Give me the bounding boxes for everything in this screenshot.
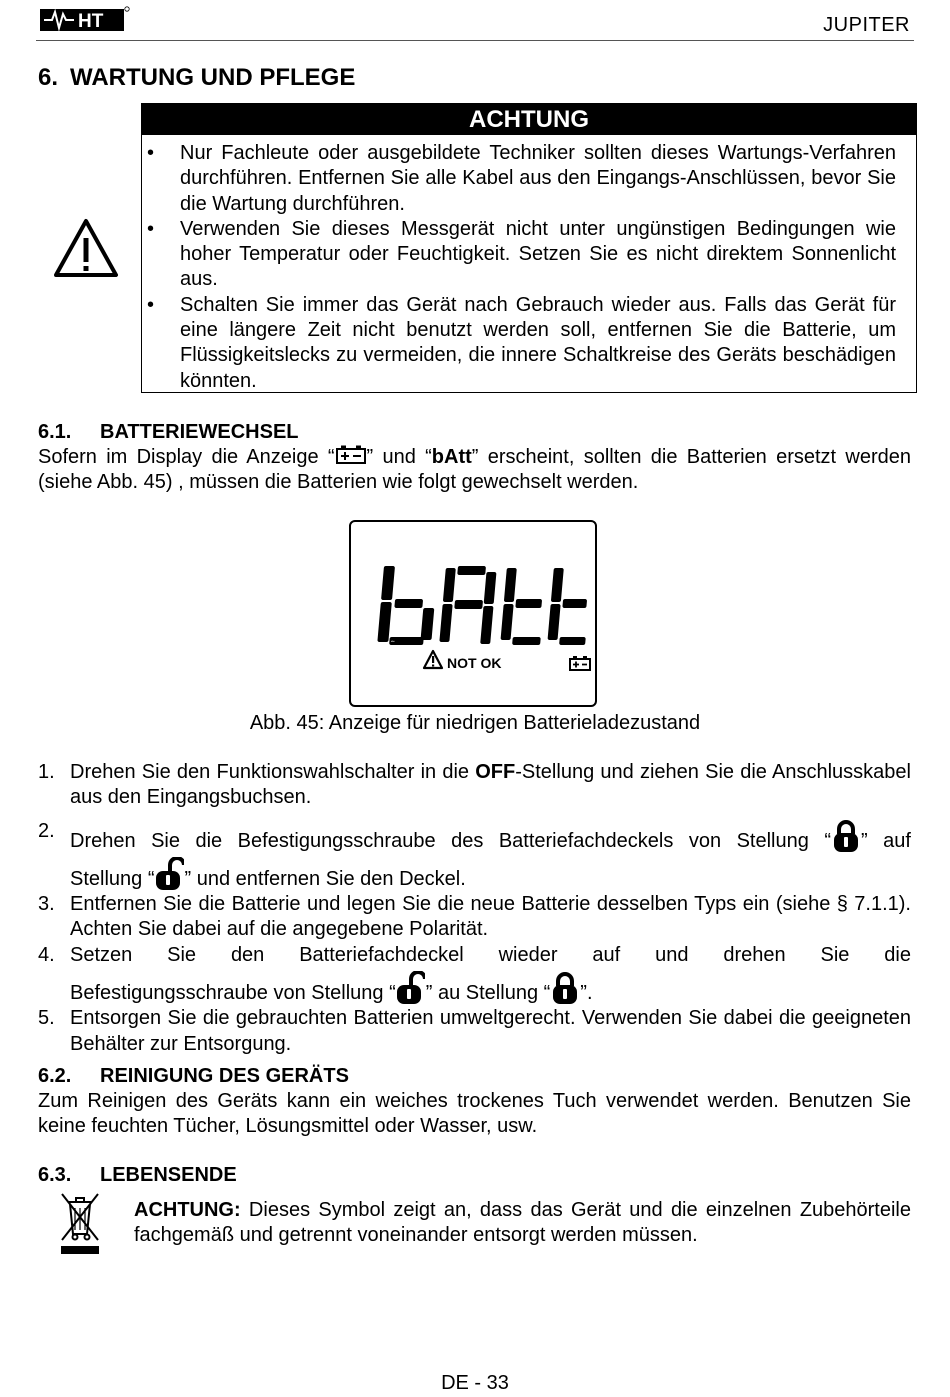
header-divider	[36, 40, 914, 41]
lock-open-icon	[397, 971, 425, 1005]
list-item: 3. Entfernen Sie die Batterie und legen Sie die neue Batterie desselben Typs ein (siehe § 7.1.1). Achten Sie dabei auf die angegebene Polarität.	[38, 893, 911, 941]
list-item: 5. Entsorgen Sie die gebrauchten Batterien umweltgerecht. Verwenden Sie dabei die geeigneten Behälter zur Entsorgung.	[38, 1007, 911, 1055]
section-number: 6.1.	[38, 421, 72, 443]
lcd-display-graphic	[351, 522, 595, 705]
warning-heading: ACHTUNG	[142, 104, 916, 135]
section-title: WARTUNG UND PFLEGE	[70, 64, 356, 91]
list-item: 1. Drehen Sie den Funktionswahlschalter in die OFF-Stellung und ziehen Sie die Anschlusskabel aus den Eingangsbuchsen.	[38, 761, 911, 809]
logo-text: HT	[78, 11, 104, 32]
lock-open-icon	[156, 857, 184, 891]
list-item: 4. Setzen Sie den Batteriefachdeckel wieder auf und drehen Sie die Befestigungsschraube von Stellung “ ” au Stellung “ ”.	[38, 943, 911, 1005]
lcd-display-figure	[349, 520, 597, 707]
warning-item: • Schalten Sie immer das Gerät nach Gebrauch wieder aus. Falls das Gerät für eine längere Zeit nicht benutzt werden soll, entfernen Sie die Batterie, um Flüssigkeitslecks zu vermeiden, die innere Schaltkreise des Geräts beschädigen könnten.	[142, 293, 896, 394]
warning-list	[142, 141, 896, 394]
section-title: LEBENSENDE	[100, 1164, 237, 1186]
lock-closed-icon	[551, 971, 579, 1005]
warning-box	[141, 103, 917, 393]
section-number: 6.2.	[38, 1065, 72, 1087]
battery-symbol-icon	[335, 445, 367, 465]
end-of-life-paragraph: ACHTUNG: Dieses Symbol zeigt an, dass das Gerät und die einzelnen Zubehörteile fachgemäß und getrennt voneinander entsorgt werden müssen.	[134, 1199, 911, 1247]
battery-intro-paragraph: Sofern im Display die Anzeige “ ” und “bAtt” erscheint, sollten die Batterien ersetzt werden (siehe Abb. 45) , müssen die Batterien wie folgt gewechselt werden.	[38, 446, 911, 494]
page-number: DE - 33	[441, 1372, 509, 1394]
cleaning-paragraph: Zum Reinigen des Geräts kann ein weiches trockenes Tuch verwendet werden. Benutzen Sie keine feuchten Tücher, Lösungsmittel oder Wasser, usw.	[38, 1090, 911, 1138]
warning-triangle-icon	[53, 218, 119, 278]
section-heading-6	[38, 64, 355, 92]
lcd-warning-icon	[424, 651, 442, 668]
battery-steps-list	[38, 760, 911, 1057]
weee-crossed-bin-icon	[58, 1190, 102, 1256]
lcd-battery-icon	[570, 656, 590, 670]
section-number: 6.	[38, 64, 59, 91]
section-heading-6-2	[38, 1065, 349, 1088]
list-item: 2. Drehen Sie die Befestigungsschraube des Batteriefachdeckels von Stellung “ ” auf Stellung “ ” und entfernen Sie den Deckel.	[38, 819, 911, 890]
warning-item: • Nur Fachleute oder ausgebildete Techniker sollten dieses Wartungs-Verfahren durchführen. Entfernen Sie alle Kabel aus den Eingangs-Anschlüssen, bevor Sie die Wartung durchführen.	[142, 141, 896, 217]
lcd-status-text: NOT OK	[447, 655, 502, 671]
document-title: JUPITER	[823, 14, 910, 36]
lcd-main-text: bAtt	[391, 641, 395, 643]
section-heading-6-3	[38, 1164, 237, 1187]
warning-item: • Verwenden Sie dieses Messgerät nicht unter ungünstigen Bedingungen wie hoher Temperatur oder Feuchtigkeit. Setzen Sie es nicht direktem Sonnenlicht aus.	[142, 217, 896, 293]
ht-logo	[40, 6, 130, 32]
section-title: REINIGUNG DES GERÄTS	[100, 1065, 349, 1087]
section-title: BATTERIEWECHSEL	[100, 421, 299, 443]
section-number: 6.3.	[38, 1164, 72, 1186]
section-heading-6-1	[38, 421, 299, 444]
figure-caption: Abb. 45: Anzeige für niedrigen Batterieladezustand	[249, 712, 701, 734]
lock-closed-icon	[832, 819, 860, 853]
